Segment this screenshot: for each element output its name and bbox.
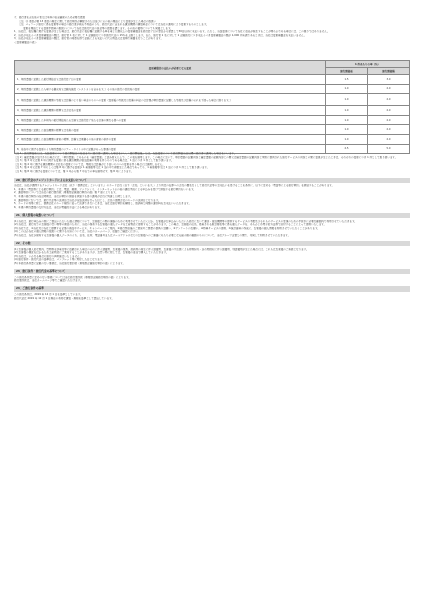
row-after: 2.0: [368, 106, 410, 116]
row-label: 4．契約書面に記載した運送機関の種類又は会社名の変更: [15, 106, 326, 116]
row-after: 2.0: [368, 134, 410, 144]
row-before: 1.0: [326, 134, 368, 144]
row-after: 2.0: [368, 115, 410, 125]
section-heading: 24．ご旅行条件の基準: [14, 286, 410, 291]
section-line: 旅行業約款は、当社ホームページ等でご確認いただけます。: [14, 279, 83, 283]
section-line: この旅行条件書に定めのない事項については当社旅行業約款（募集型企画旅行契約の部）によります。: [14, 275, 131, 279]
note-line: ［注 5］第 4 号又は第 7 号もしくは第 8 号に掲げる変更が 1 乗車船等又は 1 泊の中で複数生じた場合であっても、1 乗車船等又は 1 泊につき 1 件として取り扱います。: [14, 166, 210, 170]
row-before: 2.5: [326, 144, 368, 154]
section-line: (1) 当社は、旅行申込みの際にご提出いただいた個人情報について、お客様との間の連絡のために利用させていただくほか、お客様がお申込みいただいた旅行において運送・宿泊機関等の提供するサービスの手配及びそれらのサービスの受領のための手続きに必要な範囲内で利用させていただきます。: [14, 219, 357, 223]
table-row: [15, 106, 410, 116]
section-heading: 22．その他: [14, 241, 410, 246]
row-label: 6．契約書面に記載した宿泊機関の種類又は名称の変更: [15, 125, 326, 135]
row-before: 1.0: [326, 84, 368, 94]
intro-line: ［注］⑪ 項目が第 13 項目の規定に関して旅行契約が解除された日並びにその他の理由により変更が生じた場合の取扱い: [18, 19, 157, 23]
row-before: 1.0: [326, 125, 368, 135]
section-line: (2) お客様の便宜をはかるため土産物店にご案内することがありますが、お買い物に際しては、お客様の責任で購入していただきます。: [14, 251, 169, 255]
section-line: (5) 本旅行条件書に記載のない事項は、当社旅行業約款（募集型企画旅行契約の部）によります。: [14, 261, 126, 265]
row-after: 2.0: [368, 84, 410, 94]
section-line: 5．カードの利用に際し、提携会社のカード規約に従って決済できないときは、当社は旅行契約を解除し、取消料と同額の違約料をお支払いいただきます。: [14, 202, 192, 206]
note-line: ［注 3］第 3 号又は第 4 号に掲げる変更に係る運送機関が宿泊設備の利用を伴うものである場合は、1 泊につき 1 件として取り扱います。: [14, 159, 174, 163]
table-row: [15, 134, 410, 144]
table-header-before: 旅行開始前: [326, 68, 368, 75]
section-heading: 21．個人情報の取扱いについて: [14, 213, 410, 218]
sections-block: [14, 174, 410, 300]
section-line: 4．通信契約においては、旅行代金等の決済日は当社が当該決済を行った日とし、会員の提携会社のカードの決済日となります。: [14, 198, 161, 202]
section-line: この旅行条件は、2019 年 12 月 1 日を基準としています。: [14, 293, 83, 297]
row-label: 8．前各号に掲げる変更のうち契約書面のツアー・タイトル中に記載があった事項の変更: [15, 144, 326, 154]
row-before: 1.0: [326, 115, 368, 125]
table-header-item: 変更補償金の支払いが必要となる変更: [15, 61, 326, 75]
section-line: 1．本項の「電話等による旅行契約」とは、電話、郵便、ファクシミリ、インターネットその他の通信手段による申込みを受けて締結する旅行契約をいいます。: [14, 187, 196, 191]
note-line: ［注 1］旅行開始前とは、当該変更について旅行開始日の前日までに旅行者に通知した場合をいい、「旅行開始後」とは、当該変更について旅行開始当日以降に旅行者に通知した場合をいいます。: [14, 152, 237, 155]
section-line: (4) このほか当社の個人情報の取扱いに関する方針については、当社のホームページ、店頭でご確認ください。: [14, 230, 141, 234]
section-line: (3) 当社では、①当社及び当社と提携する企業の商品やサービス、キャンペーンのご案内、②旅行参加後のご意見やご感想の提供のお願い、③アンケートのお願い、④特典サービスの提供、⑤統計資料の作成に、お客様の個人情報を利用させていただくことがあります。: [14, 226, 320, 230]
compensation-table: [14, 60, 410, 154]
table-row: [15, 75, 410, 85]
row-label: 1．契約書面に記載した旅行開始日又は旅行終了日の変更: [15, 75, 326, 85]
section-line: (4) 旅行条件・旅行代金の基準日は、パンフレット等に明示した日となります。: [14, 258, 105, 262]
intro-item: 1．当社は、表左欄に掲げる変更が生じた場合は、旅行代金に表右欄に記載する率を乗じた額以上の変更補償金を旅行終了日の翌日から起算して30日以内に支払います。ただし、当該変更について当社に責任が発生することが明らかである場合には、この限りではありません。: [14, 30, 330, 34]
table-header-after: 旅行開始後: [368, 68, 410, 75]
row-before: 1.0: [326, 106, 368, 116]
section-line: (3) 当社は、いかなる場合も旅行の再実施はいたしません。: [14, 254, 83, 258]
table-row: [15, 125, 410, 135]
note-line: ［注 6］第 8 号に掲げる変更については、第 1 号から第 7 号までの率を適用せず、第 8 号によります。: [14, 169, 134, 173]
row-label: 3．契約書面に記載した運送機関の等級又は設備のより低い料金のものへの変更（変更後の等級及び設備の料金の合計額が契約書面に記載した等級及び設備のそれを下回った場合に限ります。）: [15, 94, 326, 106]
row-before: 1.0: [326, 94, 368, 106]
section-line: 2．通信契約については当社の旅行業約款（募集型企画旅行契約の部）第 7 章によります。: [14, 191, 118, 195]
section-heading: 20．旅行代金のクレジットカードによるお支払いについて: [14, 178, 410, 183]
section-line: (2) 当社は、旅行先でのお客様の買い物等の便宜のために、当社の保有するお客様の個人データを土産物店に提供することがあります。この場合、お客様の氏名、搭乗される航空便名等に係る個人データを、あらかじめ電子的方法等で送付することによって提供いたします。: [14, 223, 327, 227]
intro-block: [14, 16, 410, 44]
section-line: 3．本項の旅行契約の成立時期は、当社が契約の締結を承諾する旨の通知が会員に到達した時とします。: [14, 195, 133, 199]
row-before: 1.5: [326, 75, 368, 85]
section-line: (5) 当社は、当社が保有するお客様の個人データのうち、氏名、住所、電話番号またはメールアドレスなどのお客様へのご連絡にあたり必要となる最小限の範囲のものについて、当社グループ企業との間で、共同して利用させていただきます。: [14, 233, 291, 237]
intro-item: 2．当社が支払うべき変更補償金の額は、旅行者 1 名に対して 1 企画旅行につき旅行代金の 15％を上限とします。また、旅行者 1 名に対して 1 企画旅行につき支払うべき変更補償金の額が 1,000 円未満であるときは、当社は変更補償金を支払いません。: [14, 33, 307, 37]
notes-block: [14, 152, 410, 173]
section-line: 6．本項の契約書面の交付方法は、当社が電磁的方法による場合があります。: [14, 205, 103, 209]
table-header-rate: 1 件あたりの率（％）: [326, 61, 410, 68]
section-line: (1) お客様が個人的な案内、買物等を添乗員等に依頼された場合のそれに伴う諸費用、お客様の怪我、疾病等の発生に伴う諸費用、お客様の不注意による荷物紛失・忘れ物回収に伴う諸費用、別途費用が生じた場合には、これらはお客様のご負担となります。: [14, 247, 309, 251]
compensation-table-block: [14, 60, 410, 154]
section-heading: 23．旅行条件・旅行代金の基準について: [14, 269, 410, 274]
section-line: 当社は、当社が提携するクレジットカード会社（以下「提携会社」といいます。）のカード会員（以下「会員」といいます。）より所定の伝票への会員の署名なくして旅行代金等のお支払いを受けることを条件に、以下に定める「電話等による旅行契約」を締結することがあります。: [14, 184, 335, 188]
row-label: 2．契約書面に記載した入場する観光地又は観光施設（レストランを含みます。）その他の旅行の目的地の変更: [15, 84, 326, 94]
intro-line: ［注］パッケージ旅行に係る変更等の場合の旅行者が被る不利益のうち、旅行代金に含まれる運送機関の運賃料金については当社の通知により変更するものとします。: [18, 23, 209, 27]
section-line: 旅行代金は 2019 年 12 月 1 日現在の有効な運賃・規則を基準として算出しています。: [14, 296, 115, 300]
intro-title: ウ．旅行者を含む他の者又は本体の安全確保のため必要な措置: [14, 16, 86, 19]
row-label: 5．契約書面に記載した本邦内の旅行開始地たる空港又は旅行終了地たる空港の異なる便への変更: [15, 115, 326, 125]
table-row: [15, 84, 410, 94]
table-caption: ＜変更補償金の表＞: [14, 40, 37, 44]
row-after: 5.0: [368, 144, 410, 154]
note-line: ［注 2］確定書面が交付された場合には、「契約書面」とあるのを「確定書面」と読み替えた上で、この表を適用します。この場合において、契約書面の記載内容と確定書面の記載内容との間又は確定書面の記載内容と実際に提供された旅行サービスの内容との間に変更が生じたときは、それぞれの変更につき 1 件として取り扱います。: [14, 155, 398, 159]
table-row: [15, 94, 410, 106]
row-label: 7．契約書面に記載した宿泊機関の客室の種類、設備又は景観その他の客室の条件の変更: [15, 134, 326, 144]
note-line: ［注 4］第 4 号に掲げる運送機関の会社名の変更については、等級又は設備がより高いものへの変更を伴う場合には適用しません。: [14, 162, 165, 166]
row-after: 2.0: [368, 125, 410, 135]
intro-line: 変更を理由とする変更手数料の取扱いについて当社は旅行代金の返金等の措置を講じます。その他の費用についても同様とします。: [18, 26, 173, 30]
row-after: 3.0: [368, 75, 410, 85]
intro-item: 3．当社が支払うべき変更補償金の額は、旅行者の同意を得て金銭による支払いに代え物品又は役務で補償を行うことがあります。: [14, 37, 164, 41]
row-after: 2.0: [368, 94, 410, 106]
table-row: [15, 115, 410, 125]
